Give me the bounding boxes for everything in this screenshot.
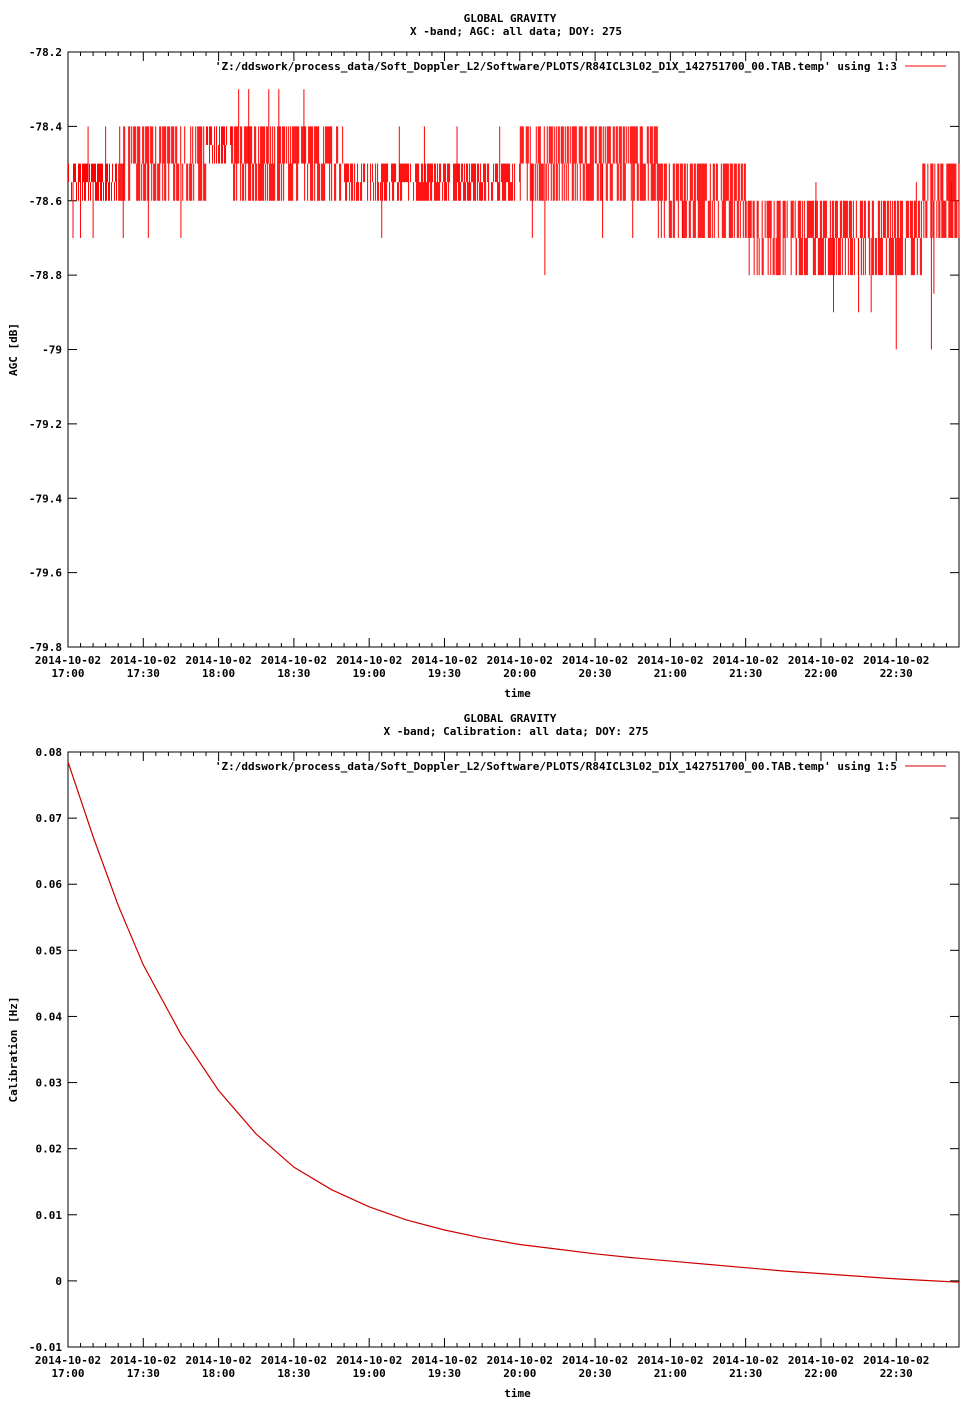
x-axis-label: time [504,1387,531,1400]
x-tick-label-time: 22:00 [804,667,838,680]
chart-subtitle: X -band; Calibration: all data; DOY: 275 [383,725,649,738]
x-tick-label-time: 17:30 [126,667,160,680]
x-tick-label-time: 21:30 [729,1367,763,1380]
x-tick-label-date: 2014-10-02 [561,1354,629,1367]
y-tick-label: -79.2 [28,417,62,431]
x-tick-label-date: 2014-10-02 [486,654,553,667]
y-tick-label: 0.03 [35,1076,62,1090]
x-tick-label-time: 22:30 [879,1367,913,1380]
y-tick-label: 0.05 [35,944,62,958]
x-tick-label-date: 2014-10-02 [411,1354,478,1367]
x-tick-label-time: 20:00 [503,1367,537,1380]
x-tick-label-date: 2014-10-02 [336,1354,403,1367]
x-tick-label-time: 21:00 [653,667,687,680]
y-tick-label: 0.04 [35,1010,62,1024]
y-tick-label: -78.2 [28,46,62,59]
y-tick-label: -79.4 [28,492,62,506]
plot-frame [68,752,959,1347]
x-tick-label-date: 2014-10-02 [260,654,328,667]
x-tick-label-time: 17:00 [51,1367,85,1380]
legend-label: 'Z:/ddswork/process_data/Soft_Doppler_L2/Software/PLOTS/R84ICL3L02_D1X_142751700_00.TAB.temp' using 1:5 [214,760,897,773]
x-tick-label-date: 2014-10-02 [185,654,252,667]
x-tick-label-date: 2014-10-02 [486,1354,553,1367]
chart-title: GLOBAL GRAVITY [463,12,557,25]
x-tick-label-time: 18:30 [277,1367,311,1380]
y-axis-label: AGC [dB] [7,323,20,376]
y-axis-label: Calibration [Hz] [7,996,20,1103]
x-tick-label-date: 2014-10-02 [336,654,403,667]
x-tick-label-time: 19:00 [352,667,386,680]
y-tick-label: -79.8 [28,641,62,654]
x-tick-label-date: 2014-10-02 [260,1354,328,1367]
x-tick-label-time: 17:00 [51,667,85,680]
x-tick-label-date: 2014-10-02 [561,654,629,667]
x-tick-label-time: 22:30 [879,667,913,680]
chart-title: GLOBAL GRAVITY [463,712,557,725]
x-tick-label-date: 2014-10-02 [712,654,779,667]
chart-subtitle: X -band; AGC: all data; DOY: 275 [410,25,622,38]
y-tick-label: -78.8 [28,269,62,283]
x-tick-label-time: 21:30 [729,667,763,680]
x-tick-label-date: 2014-10-02 [637,1354,704,1367]
y-tick-label: 0 [55,1274,62,1288]
x-tick-label-date: 2014-10-02 [185,1354,252,1367]
x-tick-label-date: 2014-10-02 [863,654,930,667]
x-tick-label-time: 17:30 [126,1367,160,1380]
y-tick-label: 0.02 [35,1142,62,1156]
x-tick-label-date: 2014-10-02 [34,654,102,667]
y-tick-label: 0.08 [35,746,62,759]
x-tick-label-date: 2014-10-02 [110,1354,177,1367]
x-tick-label-date: 2014-10-02 [110,654,177,667]
x-tick-label-date: 2014-10-02 [637,654,704,667]
x-tick-label-time: 19:00 [352,1367,386,1380]
y-tick-label: -0.01 [28,1341,62,1354]
x-tick-label-date: 2014-10-02 [34,1354,102,1367]
x-tick-label-time: 18:30 [277,667,311,680]
y-tick-label: 0.06 [35,878,62,892]
x-tick-label-time: 20:30 [578,1367,612,1380]
x-tick-label-date: 2014-10-02 [712,1354,779,1367]
x-axis-label: time [504,687,531,700]
y-tick-label: -79 [42,343,62,357]
x-tick-label-date: 2014-10-02 [787,1354,855,1367]
x-tick-label-time: 22:00 [804,1367,838,1380]
x-tick-label-time: 19:30 [427,1367,462,1380]
y-tick-label: 0.07 [35,812,62,826]
x-tick-label-time: 18:00 [202,1367,236,1380]
x-tick-label-time: 20:00 [503,667,537,680]
x-tick-label-time: 19:30 [427,667,462,680]
y-tick-label: 0.01 [35,1208,62,1222]
y-tick-label: -78.6 [28,194,62,208]
x-tick-label-time: 21:00 [653,1367,687,1380]
x-tick-label-time: 20:30 [578,667,612,680]
x-tick-label-date: 2014-10-02 [411,654,478,667]
y-tick-label: -79.6 [28,566,62,580]
x-tick-label-time: 18:00 [202,667,236,680]
x-tick-label-date: 2014-10-02 [787,654,855,667]
calibration-series-line [68,762,959,1282]
y-tick-label: -78.4 [28,120,62,134]
x-tick-label-date: 2014-10-02 [863,1354,930,1367]
legend-label: 'Z:/ddswork/process_data/Soft_Doppler_L2/Software/PLOTS/R84ICL3L02_D1X_142751700_00.TAB.temp' using 1:3 [214,60,897,73]
